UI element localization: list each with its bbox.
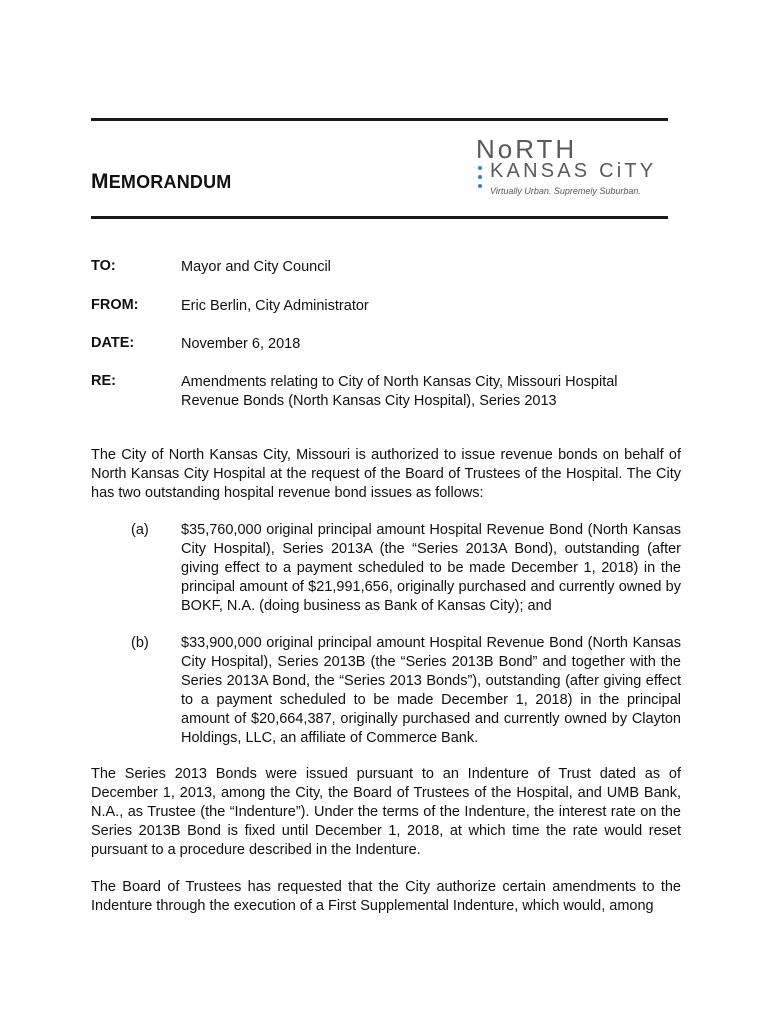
to-value: Mayor and City Council — [181, 259, 331, 275]
item-b-marker: (b) — [131, 635, 149, 651]
city-logo — [470, 134, 670, 204]
top-rule — [91, 118, 668, 121]
date-label: DATE: — [91, 335, 135, 351]
paragraph-indenture: The Series 2013 Bonds were issued pursuant to an Indenture of Trust dated as of December 1, 2013, among the City, the Board of Trustees of the Hospital, and UMB Bank, N.A., as Trustee (the “Indenture”). Under the terms of the Indenture, the interest rate on the Series 2013B Bond is fixed until December 1, 2018, at which time the rate would reset pursuant to a procedure described in the Indenture. — [91, 766, 681, 858]
from-label: FROM: — [91, 297, 139, 313]
re-value: Amendments relating to City of North Kansas City, Missouri Hospital Revenue Bonds (North Kansas City Hospital), Series 2013 — [181, 374, 618, 409]
item-a-marker: (a) — [131, 522, 149, 538]
from-value: Eric Berlin, City Administrator — [181, 298, 369, 314]
logo-north: NoRTH — [476, 134, 578, 164]
paragraph-board-request: The Board of Trustees has requested that the City authorize certain amendments to the Indenture through the execution of a First Supplemental Indenture, which would, among — [91, 879, 681, 914]
logo-tagline: Virtually Urban. Supremely Suburban. — [490, 186, 641, 196]
item-a-text: $35,760,000 original principal amount Hospital Revenue Bond (North Kansas City Hospital), Series 2013A (the “Series 2013A Bond), outstanding (after giving effect to a payment scheduled to be made December 1, 2018) in the principal amount of $21,991,656, originally purchased and currently owned by BOKF, N.A. (doing business as Bank of Kansas City); and — [181, 522, 681, 614]
bottom-rule — [91, 216, 668, 219]
item-b-text: $33,900,000 original principal amount Hospital Revenue Bond (North Kansas City Hospital), Series 2013B (the “Series 2013B Bond” and together with the Series 2013A Bond, the “Series 2013 Bonds”), outstanding (after giving effect to a payment scheduled to be made December 1, 2018) in the principal amount of $20,664,387, originally purchased and currently owned by Clayton Holdings, LLC, an affiliate of Commerce Bank. — [181, 635, 681, 746]
logo-dots-icon — [478, 166, 484, 202]
re-label: RE: — [91, 373, 116, 389]
memo-title: MEMORANDUM — [91, 170, 232, 193]
logo-kansas-city: KANSAS CiTY — [490, 160, 657, 182]
intro-paragraph: The City of North Kansas City, Missouri is authorized to issue revenue bonds on behalf of North Kansas City Hospital at the request of the Board of Trustees of the Hospital. The City has two outstanding hospital revenue bond issues as follows: — [91, 447, 681, 501]
to-label: TO: — [91, 258, 116, 274]
date-value: November 6, 2018 — [181, 336, 301, 352]
